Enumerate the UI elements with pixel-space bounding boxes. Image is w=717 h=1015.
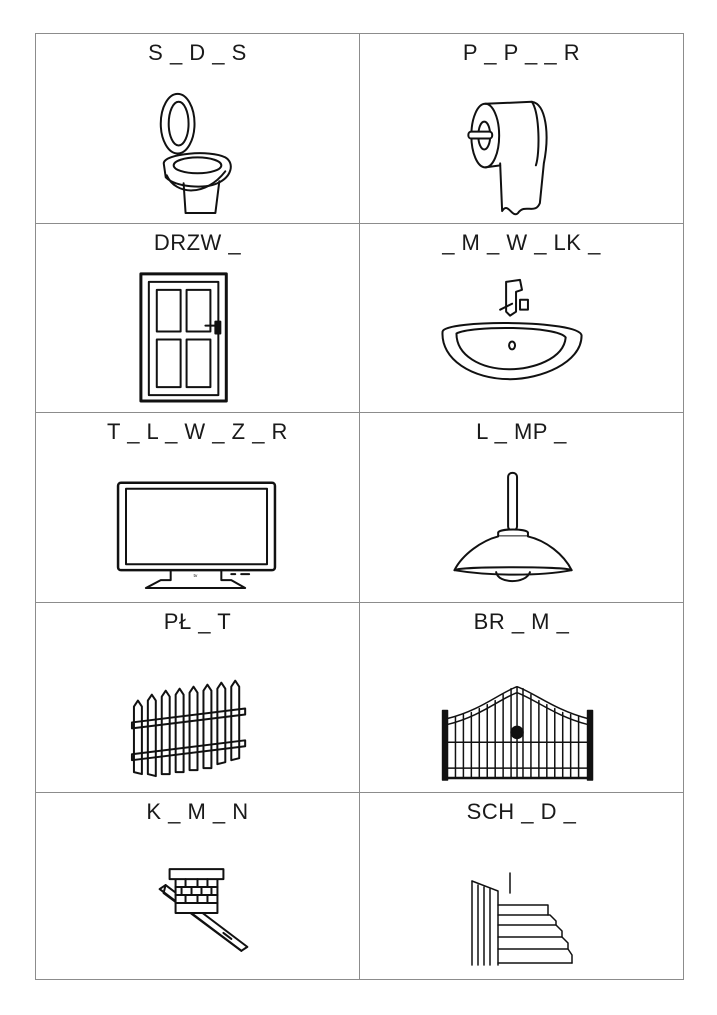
worksheet-grid [35,33,684,980]
card-toilet-paper [360,34,683,224]
toilet-paper-icon [360,74,683,217]
card-toilet [36,34,360,224]
sink-icon [360,264,683,406]
svg-text:tv: tv [193,574,198,580]
word-puzzle: K _ M _ N [146,799,249,824]
word-puzzle: PŁ _ T [163,609,232,634]
word-puzzle: L _ MP _ [476,419,567,444]
word-puzzle: P _ P _ _ R [462,40,581,65]
word-puzzle: _ M _ W _ LK _ [442,230,601,255]
card-gate [360,603,683,793]
card-stairs [360,793,683,979]
television-icon [36,453,359,596]
toilet-icon [36,74,359,217]
ceiling-lamp-icon [360,453,683,596]
stairs-icon [360,833,683,973]
word-puzzle: T _ L _ W _ Z _ R [107,419,288,444]
word-puzzle: DRZW _ [153,230,242,255]
card-fence [36,603,360,793]
card-television [36,413,360,603]
word-puzzle: SCH _ D _ [466,799,577,824]
card-door [36,224,360,413]
chimney-icon [36,833,359,973]
fence-icon [36,643,359,786]
word-puzzle: BR _ M _ [473,609,570,634]
word-puzzle: S _ D _ S [148,40,247,65]
card-chimney [36,793,360,979]
card-sink [360,224,683,413]
door-icon [36,264,359,406]
gate-icon [360,643,683,786]
card-lamp [360,413,683,603]
